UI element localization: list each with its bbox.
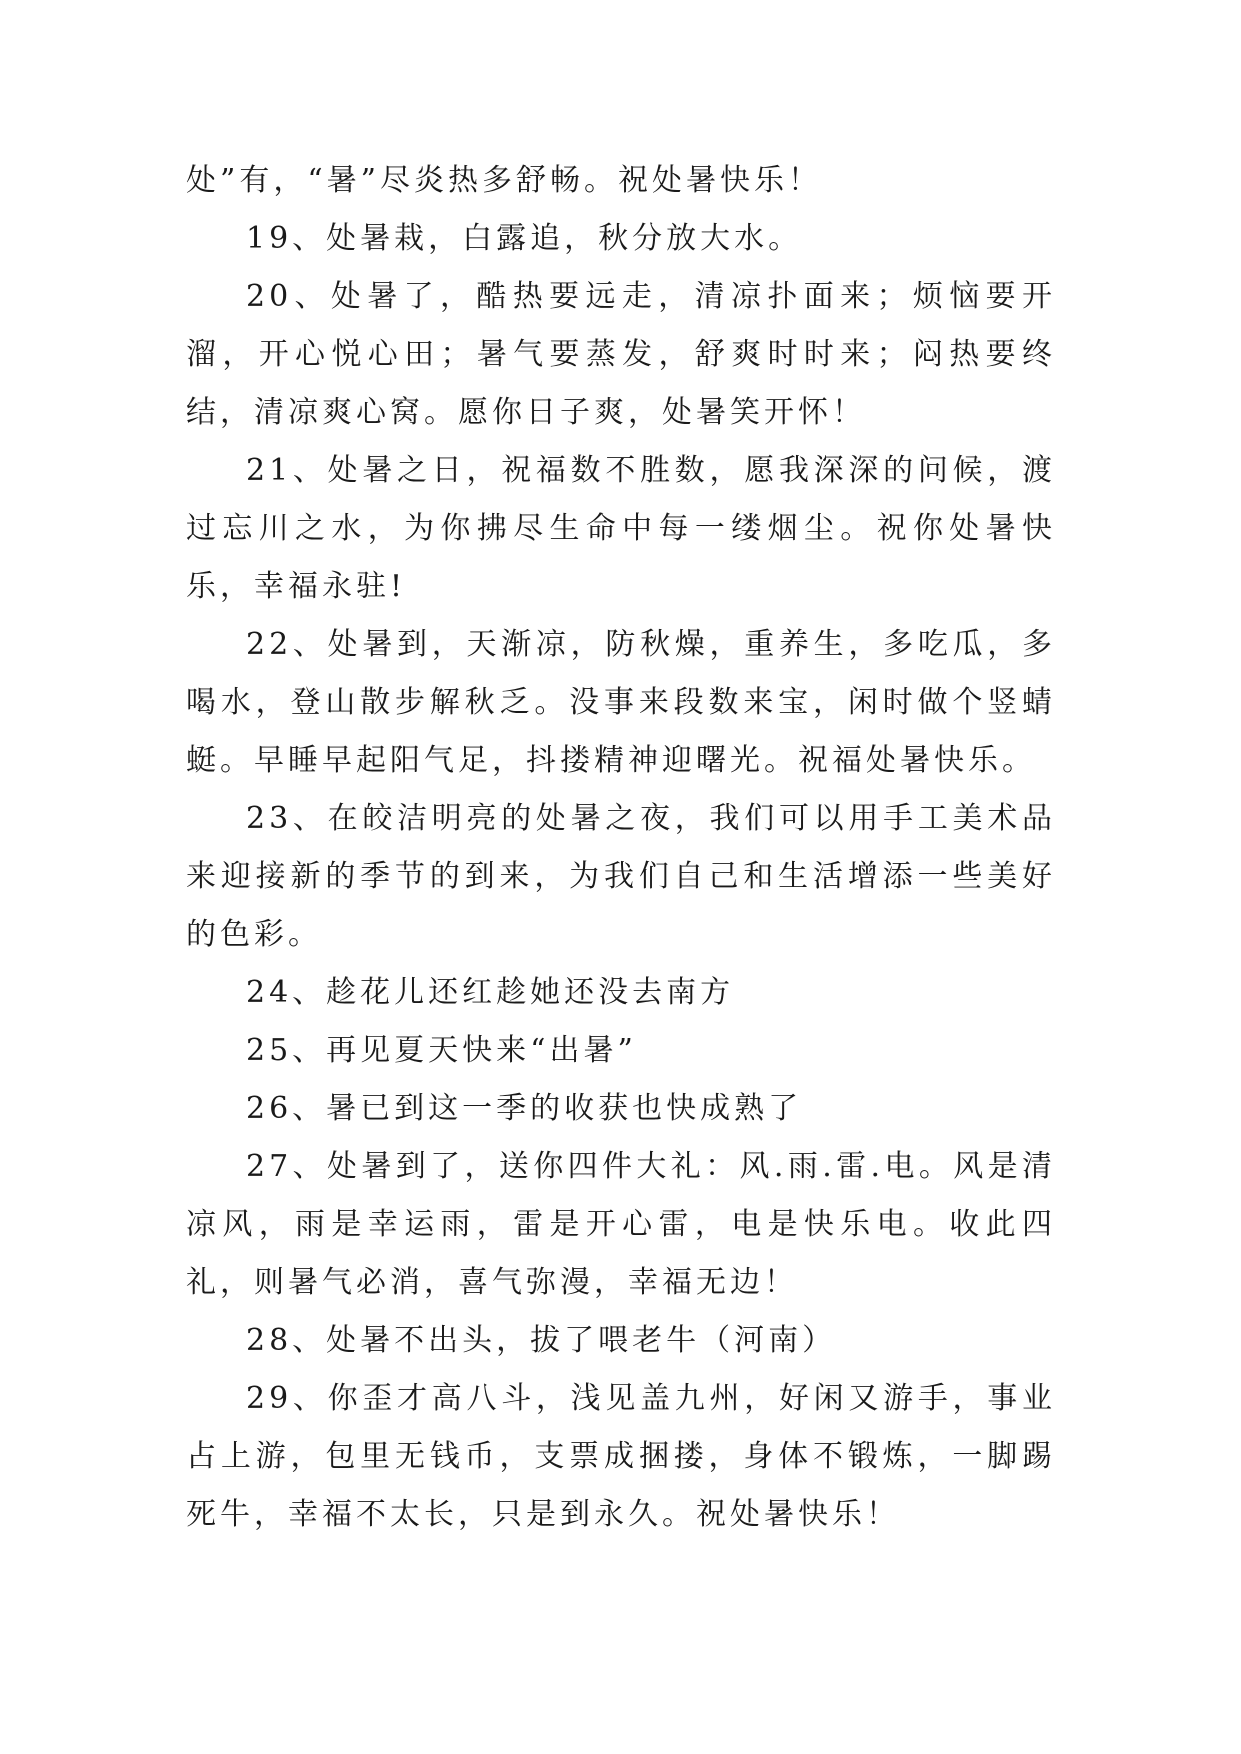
paragraph-item-27: 27、处暑到了，送你四件大礼：风.雨.雷.电。风是清凉风，雨是幸运雨，雷是开心雷，电是快乐电。收此四礼，则暑气必消，喜气弥漫，幸福无边！ <box>186 1149 1056 1300</box>
paragraph-item-20: 20、处暑了，酷热要远走，清凉扑面来；烦恼要开溜，开心悦心田；暑气要蒸发，舒爽时时来；闷热要终结，清凉爽心窝。愿你日子爽，处暑笑开怀！ <box>186 279 1056 430</box>
paragraph-continuation: 处”有，“暑”尽炎热多舒畅。祝处暑快乐！ <box>186 163 823 198</box>
paragraph-item-28: 28、处暑不出头，拔了喂老牛（河南） <box>246 1323 837 1358</box>
paragraph-item-29: 29、你歪才高八斗，浅见盖九州，好闲又游手，事业占上游，包里无钱币，支票成捆搂，身体不锻炼，一脚踢死牛，幸福不太长，只是到永久。祝处暑快乐！ <box>186 1381 1056 1532</box>
paragraph-item-23: 23、在皎洁明亮的处暑之夜，我们可以用手工美术品来迎接新的季节的到来，为我们自己和生活增添一些美好的色彩。 <box>186 801 1056 952</box>
paragraph-item-19: 19、处暑栽，白露追，秋分放大水。 <box>246 221 803 256</box>
document-body <box>186 152 1056 1544</box>
paragraph-item-25: 25、再见夏天快来“出暑” <box>246 1033 637 1068</box>
paragraph-item-24: 24、趁花儿还红趁她还没去南方 <box>246 975 735 1010</box>
paragraph-item-22: 22、处暑到，天渐凉，防秋燥，重养生，多吃瓜，多喝水，登山散步解秋乏。没事来段数来宝，闲时做个竖蜻蜓。早睡早起阳气足，抖搂精神迎曙光。祝福处暑快乐。 <box>186 627 1056 778</box>
paragraph-item-26: 26、暑已到这一季的收获也快成熟了 <box>246 1091 803 1126</box>
paragraph-item-21: 21、处暑之日，祝福数不胜数，愿我深深的问候，渡过忘川之水，为你拂尽生命中每一缕烟尘。祝你处暑快乐，幸福永驻! <box>186 453 1056 604</box>
